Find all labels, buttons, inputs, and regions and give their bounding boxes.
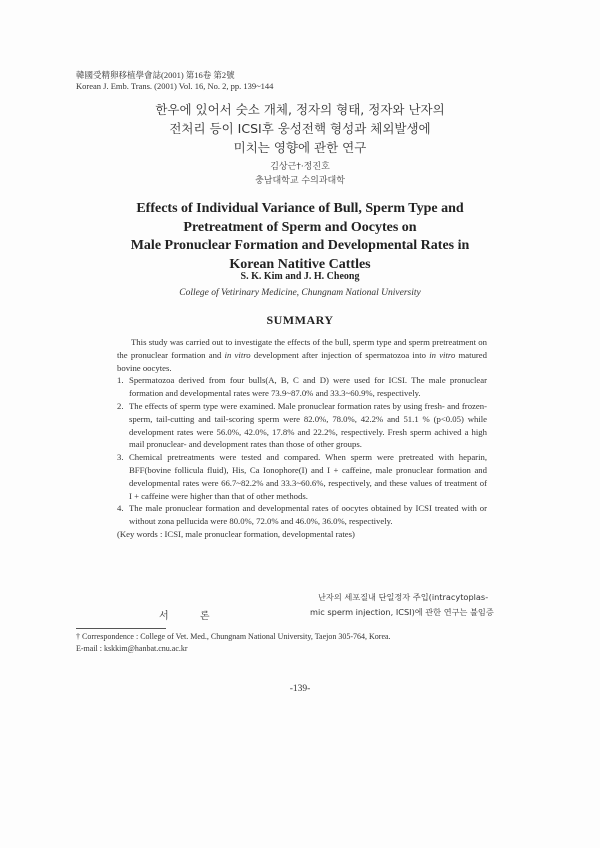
korean-authors: 김상근†·정진호 — [270, 162, 330, 172]
footnote-correspondence: † Correspondence : College of Vet. Med., Chungnam National University, Taejon 305-764, Korea. — [76, 632, 391, 641]
summary-intro-text: matured bovine oocytes. — [117, 349, 488, 373]
list-item — [117, 502, 487, 528]
korean-affiliation: 충남대학교 수의과대학 — [255, 176, 345, 186]
list-item-text: The male pronuclear formation and developmental rates of oocytes obtained by ICSI treated with or without zona pellucida were 80.0%, 72.0% and 46.0%, 36.0%, respectively. — [129, 503, 487, 527]
list-item-text: Chemical pretreatments were tested and compared. When sperm were pretreated with heparin, BFF(bovine follicula fluid), His, Ca Ionophore(I) and I + caffeine, male pronuclear formation and developmental rates were 66.7~82.2% and 33.3~60.6%, respectively, and these values of treatment of I + caffeine were higher than that of other methods. — [129, 452, 487, 501]
english-title-line: Effects of Individual Variance of Bull, Sperm Type and — [136, 201, 464, 216]
journal-header-english: Korean J. Emb. Trans. (2001) Vol. 16, No. 2, pp. 139~144 — [76, 81, 274, 91]
summary-body — [117, 336, 487, 541]
list-item — [117, 451, 487, 502]
list-item-text: Spermatozoa derived from four bulls(A, B, C and D) were used for ICSI. The male pronuclear formation and developmental rates were 73.9~87.0% and 33.3~60.9%, respectively. — [129, 375, 487, 399]
korean-title-line: 미치는 영향에 관한 연구 — [233, 140, 367, 155]
korean-title-line: 한우에 있어서 숫소 개체, 정자의 형태, 정자와 난자의 — [155, 102, 445, 117]
summary-intro-italic: in vitro — [429, 349, 456, 360]
english-title-line: Male Pronuclear Formation and Developmental Rates in — [130, 238, 470, 253]
introduction-text — [310, 590, 510, 620]
list-item-number: 4. — [117, 503, 124, 514]
journal-header-korean: 韓國受精卵移植學會誌(2001) 第16卷 第2號 — [76, 70, 235, 80]
list-item — [117, 374, 487, 400]
list-item — [117, 400, 487, 451]
keywords: (Key words : ICSI, male pronuclear formation, developmental rates) — [117, 528, 355, 539]
english-title-line: Pretreatment of Sperm and Oocytes on — [183, 219, 417, 235]
introduction-line: 난자의 세포질내 단일정자 주입(intracytoplas- — [318, 592, 489, 602]
list-item-text: The effects of sperm type were examined. Male pronuclear formation rates by using fresh- and frozen-sperm, tail-cutting and tail-scoring sperm were 82.0%, 78.0%, 42.2% and 51.1 % (p<0.05) while development rates were 56.0%, 42.0%, 17.8% and 22.2%, respectively. Fresh sperm achived a high mail pronuclear- and development rates than those of other groups. — [129, 400, 487, 450]
page-number: -139- — [289, 684, 311, 694]
summary-intro-text: This study was carried out to investigate the effects of the bull, sperm type and sperm pretreatment on the pronuclear formation and — [117, 337, 487, 360]
english-authors: S. K. Kim and J. H. Cheong — [240, 271, 360, 282]
footnote-divider — [76, 628, 166, 629]
english-title-line: Korean Natitive Cattles — [229, 256, 371, 272]
footnote — [76, 631, 391, 655]
affiliation: College of Vetirinary Medicine, Chungnam National University — [179, 288, 421, 298]
introduction-heading: 서 론 — [159, 611, 224, 622]
summary-intro — [117, 336, 487, 374]
list-item-number: 2. — [117, 400, 124, 411]
summary-heading: SUMMARY — [266, 313, 334, 327]
korean-author-block — [0, 160, 600, 188]
summary-findings-list — [117, 374, 487, 528]
list-item-number: 3. — [117, 452, 124, 463]
introduction-line: mic sperm injection, ICSI)에 관한 연구는 불임증 — [310, 607, 494, 617]
summary-intro-text: development after injection of spermatozoa into — [250, 349, 430, 360]
footnote-email: E-mail : kskkim@hanbat.cnu.ac.kr — [76, 644, 188, 653]
korean-title-line: 전처리 등이 ICSI후 웅성전핵 형성과 체외발생에 — [169, 121, 431, 136]
korean-title — [0, 100, 600, 157]
list-item-number: 1. — [117, 375, 124, 386]
summary-intro-italic: in vitro — [224, 349, 251, 360]
english-title — [0, 200, 600, 274]
journal-header — [76, 70, 273, 92]
